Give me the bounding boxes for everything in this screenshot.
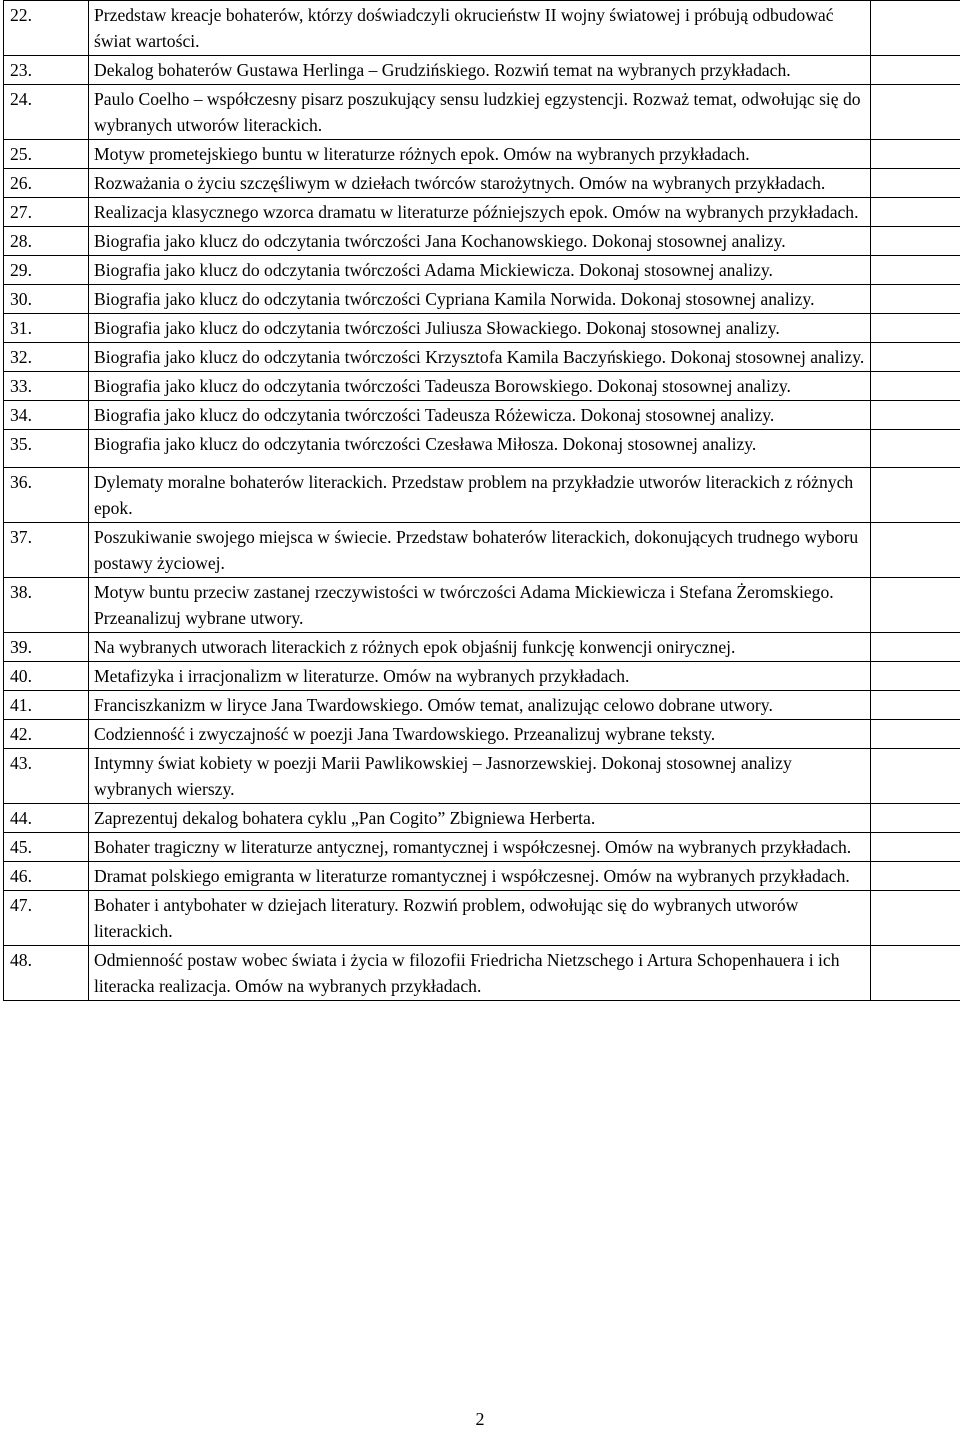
topic-blank-cell — [871, 343, 960, 372]
topic-blank-cell — [871, 523, 960, 578]
topic-number: 25. — [4, 140, 89, 169]
topic-row — [4, 749, 960, 804]
topic-number: 30. — [4, 285, 89, 314]
topic-text: Poszukiwanie swojego miejsca w świecie. Przedstaw bohaterów literackich, dokonujących trudnego wyboru postawy życiowej. — [89, 523, 871, 578]
topic-text: Biografia jako klucz do odczytania twórczości Tadeusza Różewicza. Dokonaj stosownej analizy. — [89, 401, 871, 430]
topic-blank-cell — [871, 633, 960, 662]
topic-text: Paulo Coelho – współczesny pisarz poszukujący sensu ludzkiej egzystencji. Rozważ temat, odwołując się do wybranych utworów literackich. — [89, 85, 871, 140]
topic-blank-cell — [871, 85, 960, 140]
topic-blank-cell — [871, 862, 960, 891]
topic-row — [4, 401, 960, 430]
topic-row — [4, 227, 960, 256]
topic-row — [4, 169, 960, 198]
topic-blank-cell — [871, 749, 960, 804]
topic-text: Franciszkanizm w liryce Jana Twardowskiego. Omów temat, analizując celowo dobrane utwory. — [89, 691, 871, 720]
topic-blank-cell — [871, 946, 960, 1001]
topic-number: 48. — [4, 946, 89, 1001]
topic-text: Dylematy moralne bohaterów literackich. Przedstaw problem na przykładzie utworów literackich z różnych epok. — [89, 468, 871, 523]
topic-row — [4, 633, 960, 662]
topic-blank-cell — [871, 1, 960, 56]
topic-row — [4, 804, 960, 833]
topic-number: 38. — [4, 578, 89, 633]
topic-number: 35. — [4, 430, 89, 468]
topic-blank-cell — [871, 891, 960, 946]
topic-number: 33. — [4, 372, 89, 401]
topic-blank-cell — [871, 169, 960, 198]
topic-text: Na wybranych utworach literackich z różnych epok objaśnij funkcję konwencji onirycznej. — [89, 633, 871, 662]
topic-text: Bohater tragiczny w literaturze antycznej, romantycznej i współczesnej. Omów na wybranych przykładach. — [89, 833, 871, 862]
topic-number: 40. — [4, 662, 89, 691]
topic-row — [4, 140, 960, 169]
topic-number: 42. — [4, 720, 89, 749]
topic-text: Rozważania o życiu szczęśliwym w dziełach twórców starożytnych. Omów na wybranych przykładach. — [89, 169, 871, 198]
topic-blank-cell — [871, 372, 960, 401]
topic-blank-cell — [871, 662, 960, 691]
topic-text: Intymny świat kobiety w poezji Marii Pawlikowskiej – Jasnorzewskiej. Dokonaj stosownej analizy wybranych wierszy. — [89, 749, 871, 804]
topic-number: 32. — [4, 343, 89, 372]
topic-text: Przedstaw kreacje bohaterów, którzy doświadczyli okrucieństw II wojny światowej i próbują odbudować świat wartości. — [89, 1, 871, 56]
topic-row — [4, 833, 960, 862]
topic-row — [4, 430, 960, 468]
topic-text: Odmienność postaw wobec świata i życia w filozofii Friedricha Nietzschego i Artura Schopenhauera i ich literacka realizacja. Omów na wybranych przykładach. — [89, 946, 871, 1001]
topic-row — [4, 285, 960, 314]
topic-row — [4, 85, 960, 140]
topic-number: 37. — [4, 523, 89, 578]
topic-text: Zaprezentuj dekalog bohatera cyklu „Pan Cogito” Zbigniewa Herberta. — [89, 804, 871, 833]
topic-row — [4, 468, 960, 523]
topic-row — [4, 372, 960, 401]
topic-blank-cell — [871, 401, 960, 430]
topic-text: Biografia jako klucz do odczytania twórczości Tadeusza Borowskiego. Dokonaj stosownej analizy. — [89, 372, 871, 401]
topic-text: Codzienność i zwyczajność w poezji Jana Twardowskiego. Przeanalizuj wybrane teksty. — [89, 720, 871, 749]
topic-text: Dekalog bohaterów Gustawa Herlinga – Grudzińskiego. Rozwiń temat na wybranych przykładach. — [89, 56, 871, 85]
topic-number: 39. — [4, 633, 89, 662]
topic-blank-cell — [871, 578, 960, 633]
topic-blank-cell — [871, 804, 960, 833]
topic-row — [4, 720, 960, 749]
topic-row — [4, 691, 960, 720]
topic-blank-cell — [871, 691, 960, 720]
topic-blank-cell — [871, 468, 960, 523]
topic-text: Realizacja klasycznego wzorca dramatu w literaturze późniejszych epok. Omów na wybranych przykładach. — [89, 198, 871, 227]
topic-number: 44. — [4, 804, 89, 833]
topic-row — [4, 523, 960, 578]
page-number: 2 — [475, 1409, 485, 1429]
topic-text: Biografia jako klucz do odczytania twórczości Krzysztofa Kamila Baczyńskiego. Dokonaj stosownej analizy. — [89, 343, 871, 372]
topic-row — [4, 1, 960, 56]
topic-row — [4, 343, 960, 372]
topic-number: 31. — [4, 314, 89, 343]
topic-row — [4, 314, 960, 343]
topic-text: Biografia jako klucz do odczytania twórczości Juliusza Słowackiego. Dokonaj stosownej analizy. — [89, 314, 871, 343]
topic-blank-cell — [871, 256, 960, 285]
topic-blank-cell — [871, 198, 960, 227]
topic-blank-cell — [871, 720, 960, 749]
topic-row — [4, 256, 960, 285]
topic-number: 26. — [4, 169, 89, 198]
topic-text: Motyw buntu przeciw zastanej rzeczywistości w twórczości Adama Mickiewicza i Stefana Żeromskiego. Przeanalizuj wybrane utwory. — [89, 578, 871, 633]
topic-text: Biografia jako klucz do odczytania twórczości Cypriana Kamila Norwida. Dokonaj stosownej analizy. — [89, 285, 871, 314]
topic-text: Dramat polskiego emigranta w literaturze romantycznej i współczesnej. Omów na wybranych przykładach. — [89, 862, 871, 891]
topic-text: Bohater i antybohater w dziejach literatury. Rozwiń problem, odwołując się do wybranych utworów literackich. — [89, 891, 871, 946]
topic-number: 27. — [4, 198, 89, 227]
topic-row — [4, 198, 960, 227]
topic-text: Metafizyka i irracjonalizm w literaturze. Omów na wybranych przykładach. — [89, 662, 871, 691]
topic-number: 23. — [4, 56, 89, 85]
topic-number: 41. — [4, 691, 89, 720]
topic-blank-cell — [871, 285, 960, 314]
topics-table — [3, 0, 960, 1001]
topic-text: Biografia jako klucz do odczytania twórczości Jana Kochanowskiego. Dokonaj stosownej analizy. — [89, 227, 871, 256]
topic-text: Motyw prometejskiego buntu w literaturze różnych epok. Omów na wybranych przykładach. — [89, 140, 871, 169]
topic-row — [4, 946, 960, 1001]
topics-body — [4, 1, 960, 1001]
topic-blank-cell — [871, 140, 960, 169]
topic-number: 46. — [4, 862, 89, 891]
topic-blank-cell — [871, 56, 960, 85]
topic-row — [4, 891, 960, 946]
topic-row — [4, 862, 960, 891]
topic-number: 22. — [4, 1, 89, 56]
topic-blank-cell — [871, 833, 960, 862]
topic-number: 43. — [4, 749, 89, 804]
topic-blank-cell — [871, 314, 960, 343]
topic-text: Biografia jako klucz do odczytania twórczości Adama Mickiewicza. Dokonaj stosownej analizy. — [89, 256, 871, 285]
topic-number: 34. — [4, 401, 89, 430]
topic-number: 24. — [4, 85, 89, 140]
topic-number: 29. — [4, 256, 89, 285]
topic-row — [4, 578, 960, 633]
topic-row — [4, 662, 960, 691]
topic-number: 45. — [4, 833, 89, 862]
topic-blank-cell — [871, 227, 960, 256]
topic-number: 47. — [4, 891, 89, 946]
topic-row — [4, 56, 960, 85]
topic-number: 28. — [4, 227, 89, 256]
topic-blank-cell — [871, 430, 960, 468]
topic-number: 36. — [4, 468, 89, 523]
topic-text: Biografia jako klucz do odczytania twórczości Czesława Miłosza. Dokonaj stosownej analizy. — [89, 430, 871, 468]
